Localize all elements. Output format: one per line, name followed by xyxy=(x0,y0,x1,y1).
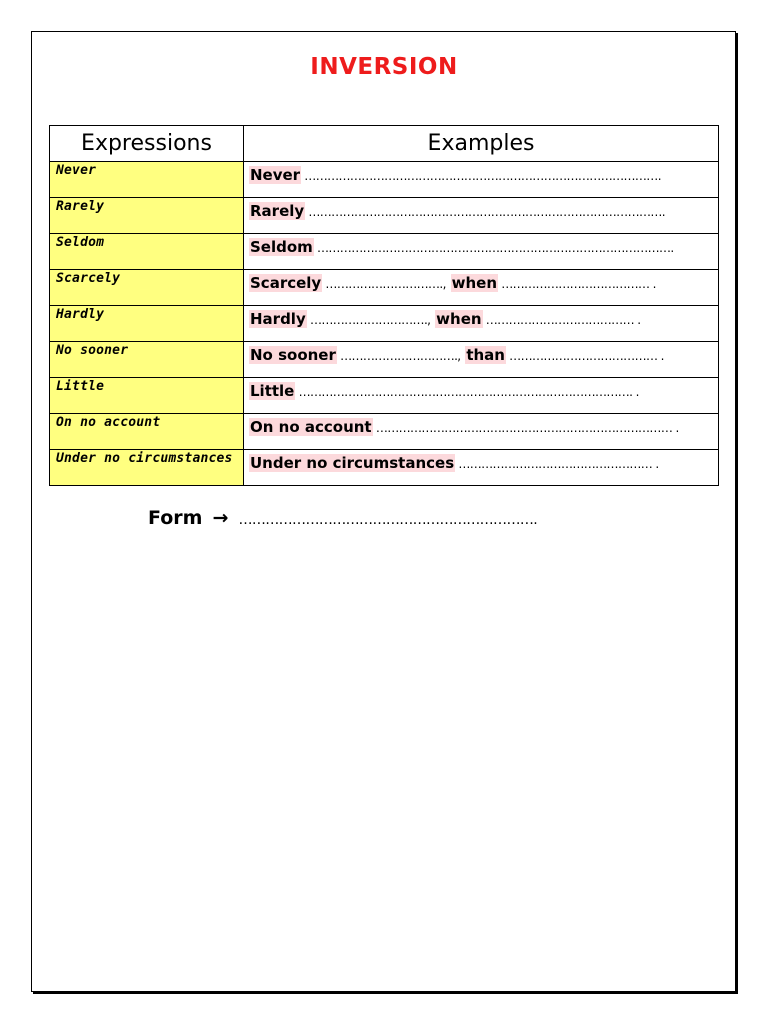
expression-cell: No sooner xyxy=(50,342,244,378)
example-cell xyxy=(244,378,719,414)
table-row xyxy=(50,306,719,342)
table-row xyxy=(50,342,719,378)
keyword-highlight: Seldom xyxy=(250,238,313,256)
example-cell xyxy=(244,162,719,198)
form-line xyxy=(148,507,537,529)
example-cell xyxy=(244,198,719,234)
keyword-highlight: when xyxy=(436,310,482,328)
blank-dots: …………………………., xyxy=(306,313,431,327)
blank-dots: …………………………………………………………………………………. xyxy=(313,241,674,255)
example-cell xyxy=(244,306,719,342)
table-row xyxy=(50,162,719,198)
inversion-table xyxy=(49,125,719,486)
blank-dots: …………………………., xyxy=(322,277,446,291)
example-cell xyxy=(244,270,719,306)
expression-cell: On no account xyxy=(50,414,244,450)
example-cell xyxy=(244,450,719,486)
form-label: Form xyxy=(148,507,203,529)
page-title: INVERSION xyxy=(310,54,458,80)
blank-dots: …………………………………………………………………………………. xyxy=(301,169,661,183)
keyword-highlight: Little xyxy=(250,382,295,400)
keyword-highlight: Hardly xyxy=(250,310,306,328)
example-cell xyxy=(244,234,719,270)
example-cell xyxy=(244,342,719,378)
column-header-expressions: Expressions xyxy=(50,126,244,162)
keyword-highlight: On no account xyxy=(250,418,372,436)
form-blank: …………………………………………………………. xyxy=(238,512,538,528)
table-row xyxy=(50,198,719,234)
blank-dots: …………………………………………………………………… . xyxy=(372,421,679,435)
table-header-row xyxy=(50,126,719,162)
blank-dots: …………………………., xyxy=(336,349,461,363)
table-row xyxy=(50,450,719,486)
expression-cell: Seldom xyxy=(50,234,244,270)
blank-dots: ……………………………………………………………………………. . xyxy=(295,385,639,399)
keyword-highlight: when xyxy=(451,274,498,292)
keyword-highlight: Scarcely xyxy=(250,274,322,292)
table-row xyxy=(50,270,719,306)
blank-dots: ………………………………… . xyxy=(498,277,656,291)
expression-cell: Scarcely xyxy=(50,270,244,306)
keyword-highlight: Under no circumstances xyxy=(250,454,455,472)
expression-cell: Hardly xyxy=(50,306,244,342)
table-row xyxy=(50,414,719,450)
keyword-highlight: than xyxy=(466,346,505,364)
expression-cell: Rarely xyxy=(50,198,244,234)
example-cell xyxy=(244,414,719,450)
blank-dots: ………………………………… . xyxy=(505,349,664,363)
keyword-highlight: Rarely xyxy=(250,202,305,220)
table-row xyxy=(50,378,719,414)
table-row xyxy=(50,234,719,270)
expression-cell: Little xyxy=(50,378,244,414)
table-body xyxy=(50,162,719,486)
blank-dots: …………………………………………… . xyxy=(455,457,659,471)
column-header-examples: Examples xyxy=(244,126,719,162)
blank-dots: ………………………………… . xyxy=(482,313,641,327)
keyword-highlight: No sooner xyxy=(250,346,336,364)
keyword-highlight: Never xyxy=(250,166,301,184)
arrow-right-icon: → xyxy=(212,507,229,529)
blank-dots: …………………………………………………………………………………. xyxy=(305,205,666,219)
expression-cell: Never xyxy=(50,162,244,198)
expression-cell: Under no circumstances xyxy=(50,450,244,486)
